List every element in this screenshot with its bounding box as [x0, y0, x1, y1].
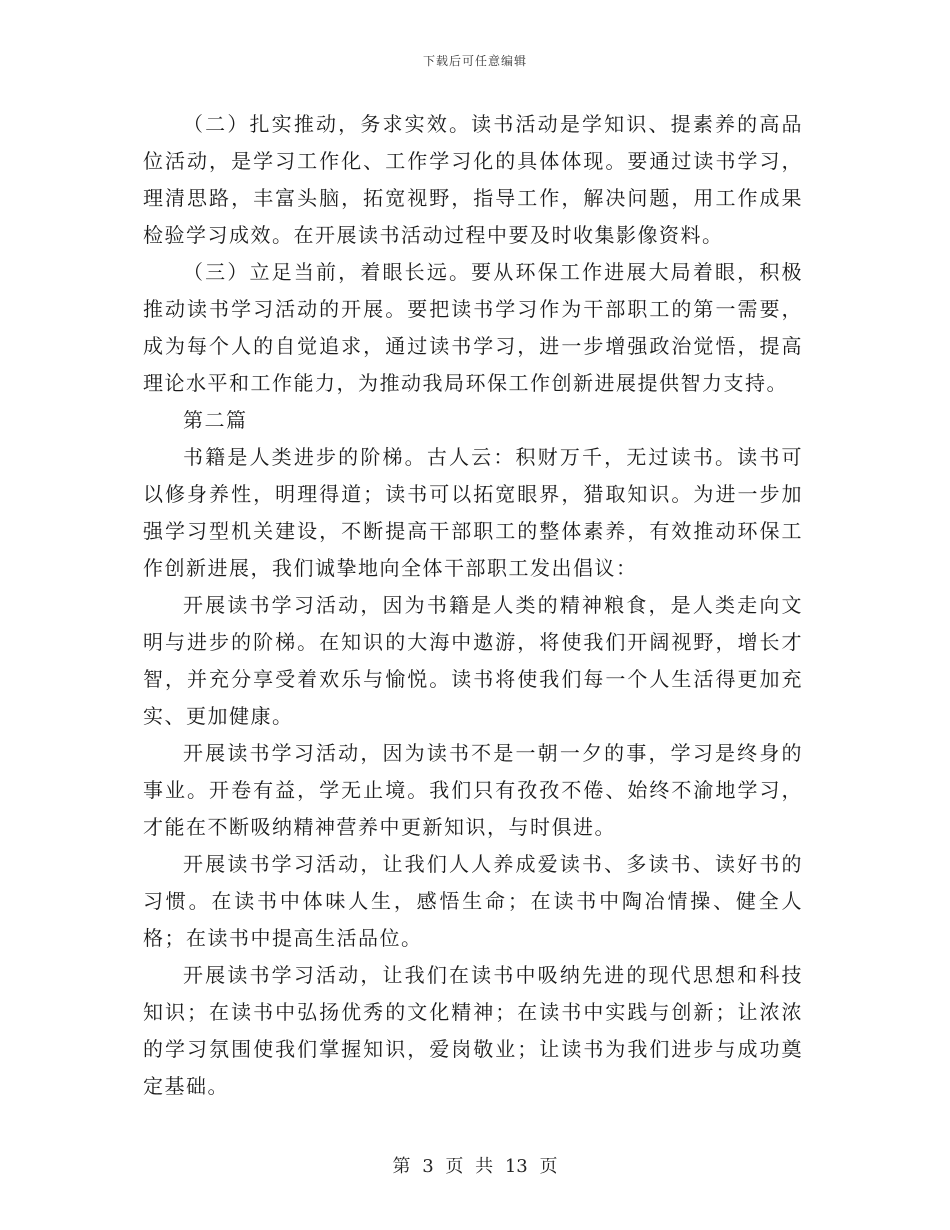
paragraph-section-two: （二）扎实推动，务求实效。读书活动是学知识、提素养的高品位活动，是学习工作化、工作学习化的具体体现。要通过读书学习，理清思路，丰富头脑，拓宽视野，指导工作，解决问题，用工作成果检验学习成效。在开展读书活动过程中要及时收集影像资料。 [143, 112, 803, 247]
paragraph-reading-3: 开展读书学习活动，让我们人人养成爱读书、多读书、读好书的习惯。在读书中体味人生，感悟生命；在读书中陶冶情操、健全人格；在读书中提高生活品位。 [143, 852, 803, 950]
paragraph-reading-4: 开展读书学习活动，让我们在读书中吸纳先进的现代思想和科技知识；在读书中弘扬优秀的文化精神；在读书中实践与创新；让浓浓的学习氛围使我们掌握知识，爱岗敬业；让读书为我们进步与成功奠定基础。 [143, 963, 803, 1098]
page-header: 下载后可任意编辑 [422, 54, 527, 68]
page-number: 第 3 页 共 13 页 [392, 1156, 558, 1177]
paragraph-reading-1: 开展读书学习活动，因为书籍是人类的精神粮食，是人类走向文明与进步的阶梯。在知识的大海中遨游，将使我们开阔视野，增长才智，并充分享受着欢乐与愉悦。读书将使我们每一个人生活得更加充实、更加健康。 [143, 593, 803, 728]
paragraph-section-three: （三）立足当前，着眼长远。要从环保工作进展大局着眼，积极推动读书学习活动的开展。要把读书学习作为干部职工的第一需要，成为每个人的自觉追求，通过读书学习，进一步增强政治觉悟，提高理论水平和工作能力，为推动我局环保工作创新进展提供智力支持。 [143, 260, 803, 395]
paragraph-intro: 书籍是人类进步的阶梯。古人云：积财万千，无过读书。读书可以修身养性，明理得道；读书可以拓宽眼界，猎取知识。为进一步加强学习型机关建设，不断提高干部职工的整体素养，有效推动环保工作创新进展，我们诚挚地向全体干部职工发出倡议： [143, 445, 803, 580]
section-heading: 第二篇 [183, 408, 248, 432]
paragraph-reading-2: 开展读书学习活动，因为读书不是一朝一夕的事，学习是终身的事业。开卷有益，学无止境。我们只有孜孜不倦、始终不渝地学习，才能在不断吸纳精神营养中更新知识，与时俱进。 [143, 741, 803, 839]
document-body [143, 106, 803, 1105]
